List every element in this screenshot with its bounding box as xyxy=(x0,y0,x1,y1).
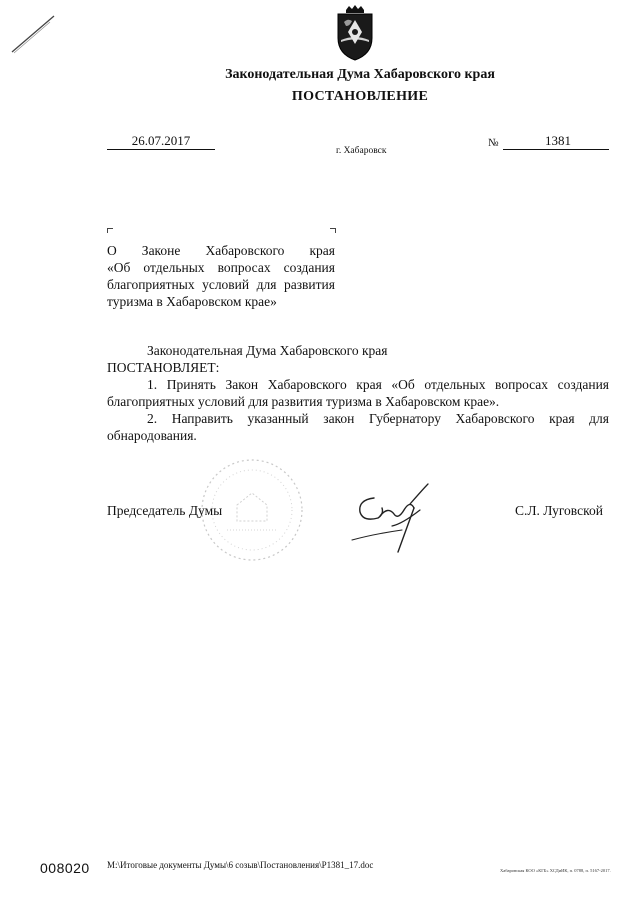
subject-line: туризма в Хабаровском крае» xyxy=(107,294,277,309)
body-item-1-line-1: 1. Принять Закон Хабаровского края «Об отдельных вопросах создания xyxy=(147,377,609,392)
document-city: г. Хабаровск xyxy=(336,146,387,156)
footer-print-note: Хабаровская КОО «КГБ» ХСДиИК, п. 0788, п. 5167-2017. xyxy=(500,868,611,873)
document-date: 26.07.2017 xyxy=(131,133,191,148)
subject-line: «Об отдельных вопросах создания xyxy=(107,260,335,275)
handwritten-signature xyxy=(344,480,436,554)
body-decree: ПОСТАНОВЛЯЕТ: xyxy=(107,360,220,375)
document-type: ПОСТАНОВЛЕНИЕ xyxy=(291,89,429,104)
footer-file-path: M:\Итоговые документы Думы\6 созыв\Постановления\P1381_17.doc xyxy=(107,860,374,870)
document-number: 1381 xyxy=(545,133,571,148)
organization-title: Законодательная Дума Хабаровского края xyxy=(225,67,495,82)
subject-corner-left xyxy=(107,228,113,233)
subject-line: О Законе Хабаровского края xyxy=(107,243,335,258)
body-item-2-line-2: обнародования. xyxy=(107,428,197,443)
subject-line: благоприятных условий для развития xyxy=(107,277,335,292)
body-item-1-line-2: благоприятных условий для развития туризма в Хабаровском крае». xyxy=(107,394,500,409)
number-sign: № xyxy=(488,137,499,149)
document-subject xyxy=(107,242,335,310)
subject-corner-right xyxy=(330,228,336,233)
footer-code: 008020 xyxy=(40,860,90,876)
scan-mark xyxy=(4,8,64,58)
chairman-name: С.Л. Луговской xyxy=(515,503,603,518)
body-item-2-line-1: 2. Направить указанный закон Губернатору Хабаровского края для xyxy=(147,411,609,426)
coat-of-arms-emblem xyxy=(332,4,378,62)
document-body xyxy=(107,342,609,444)
chairman-position: Председатель Думы xyxy=(107,503,223,518)
body-intro: Законодательная Дума Хабаровского края xyxy=(147,343,388,358)
